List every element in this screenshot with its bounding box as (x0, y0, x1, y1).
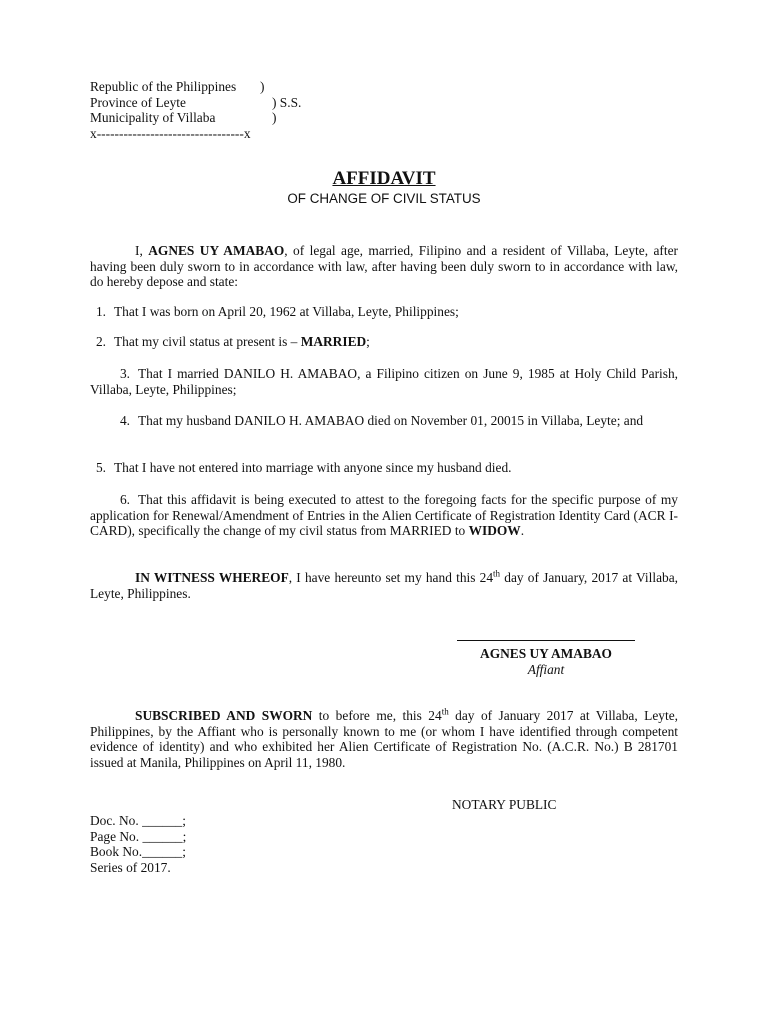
item-text: That my husband DANILO H. AMABAO died on November 01, 20015 in Villaba, Leyte; and (138, 413, 644, 428)
signatory-name: AGNES UY AMABAO (480, 646, 612, 661)
item-tail: . (520, 523, 525, 539)
item-text: That I married DANILO H. AMABAO, a Filipino citizen on June 9, 1985 at Holy Child Parish, Villaba, Leyte, Philippines; (90, 366, 678, 397)
document-title: AFFIDAVIT (332, 168, 436, 189)
witness-heading: IN WITNESS WHEREOF (135, 570, 289, 585)
registry-doc-no: Doc. No. ______; (90, 813, 186, 828)
list-item (90, 334, 678, 350)
registry-series: Series of 2017. (90, 859, 171, 875)
list-item (90, 366, 678, 397)
jurat-heading: SUBSCRIBED AND SWORN (135, 708, 313, 723)
affiant-name: AGNES UY AMABAO (148, 243, 285, 258)
item-emphasis: WIDOW (468, 523, 521, 539)
item-number: 2. (95, 334, 106, 349)
witness-rest: day of January, 2017 at Villaba, Leyte, Philippines. (90, 570, 678, 601)
document-subtitle: OF CHANGE OF CIVIL STATUS (287, 191, 481, 206)
venue-row-municipality (90, 110, 330, 126)
witness-paragraph (90, 570, 678, 601)
venue-block (90, 79, 330, 141)
item-text: That this affidavit is being executed to attest to the foregoing facts for the specific purpose of my application for Renewal/Amendment of Entries in the Alien Certificate of Registration Identity Card (ACR I-CARD), specifically the change of my civil status from MARRIED to (90, 492, 678, 539)
venue-rule: x---------------------------------x (90, 125, 251, 141)
item-text: That my civil status at present is – (114, 334, 301, 349)
intro-text: , of legal age, married, Filipino and a resident of Villaba, Leyte, after having been duly sworn to in accordance with law, after having been duly sworn to in accordance with law, do hereby depose and state: (90, 243, 678, 290)
witness-ordinal: th (493, 568, 501, 579)
registry-page-no: Page No. ______; (90, 828, 187, 844)
list-item (90, 304, 678, 320)
venue-label: Municipality of Villaba (90, 110, 216, 126)
venue-label: Republic of the Philippines (90, 79, 237, 94)
venue-label: Province of Leyte (90, 94, 186, 110)
item-tail: ; (366, 334, 370, 349)
list-item (90, 413, 678, 429)
jurat-text: to before me, this 24 (312, 708, 442, 723)
item-emphasis: MARRIED (300, 334, 367, 349)
witness-text: , I have hereunto set my hand this 24 (288, 570, 494, 585)
signatory-role: Affiant (527, 662, 565, 677)
venue-mark: ) (260, 79, 265, 94)
registry-book-no: Book No.______; (90, 844, 186, 860)
list-item (90, 492, 678, 539)
item-text: That I was born on April 20, 1962 at Villaba, Leyte, Philippines; (114, 304, 459, 319)
venue-row-republic (90, 79, 330, 95)
jurat-rest: day of January 2017 at Villaba, Leyte, Philippines, by the Affiant who is personally known to me (or whom I have identified through competent evidence of identity) and who exhibited her Alien Certificate of Registration No. (A.C.R. No.) B 281701 issued at Manila, Philippines on April 11, 1980. (90, 708, 678, 770)
venue-mark: ) (272, 110, 277, 126)
item-number: 1. (95, 304, 106, 319)
intro-paragraph (90, 243, 678, 290)
venue-row-province (90, 95, 330, 111)
notarial-registry (90, 813, 186, 875)
item-number: 4. (119, 413, 130, 428)
jurat-ordinal: th (441, 706, 449, 717)
notary-label: NOTARY PUBLIC (452, 797, 557, 812)
jurat-paragraph (90, 708, 678, 770)
item-number: 3. (119, 366, 130, 381)
venue-mark: ) S.S. (272, 94, 302, 110)
signature-line (457, 640, 635, 641)
list-item (90, 460, 678, 476)
intro-lead: I, (135, 243, 149, 258)
item-number: 5. (95, 460, 106, 475)
item-text: That I have not entered into marriage with anyone since my husband died. (114, 460, 512, 475)
item-number: 6. (119, 492, 130, 507)
